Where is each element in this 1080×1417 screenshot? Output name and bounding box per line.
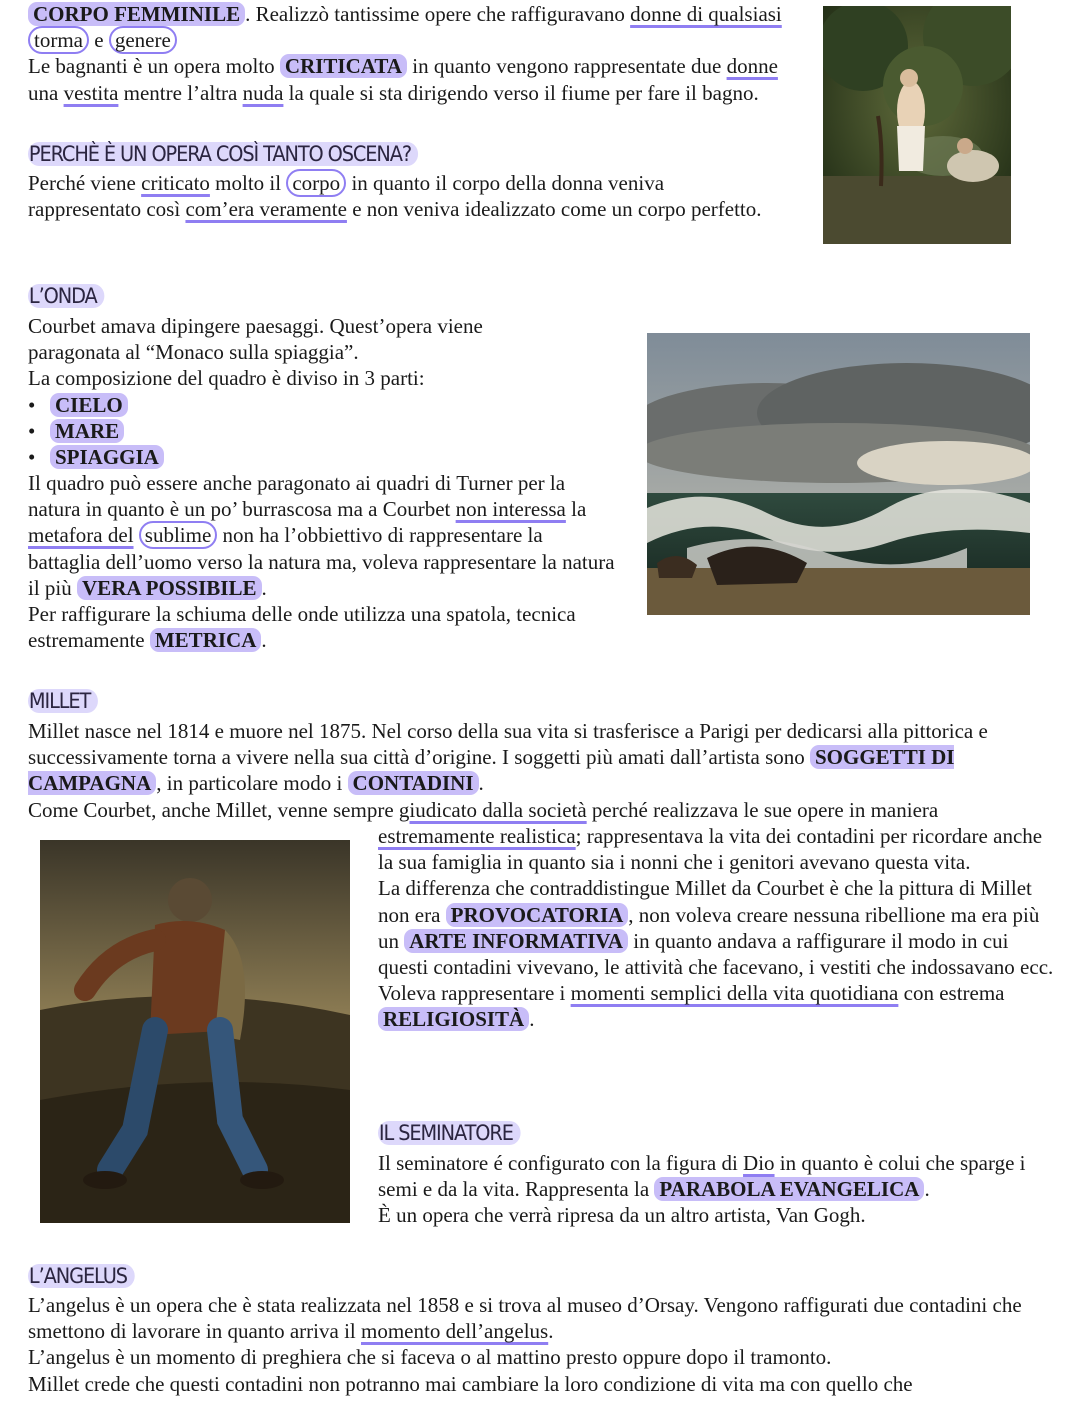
keyword-highlight: ARTE INFORMATIVA — [404, 929, 628, 953]
keyword-highlight: RELIGIOSITÀ — [378, 1007, 529, 1031]
underlined-text: momenti semplici della vita quotidiana — [570, 981, 899, 1006]
underlined-text: non interessa — [455, 497, 566, 522]
underlined-text: metafora del — [28, 523, 134, 548]
underlined-text: nuda — [242, 80, 284, 105]
paragraph: Millet crede che questi contadini non potranno mai cambiare la loro condizione di vita ma con quello che — [28, 1371, 913, 1396]
keyword-highlight: SOGGETTI DI CAMPAGNA — [28, 745, 955, 796]
paragraph: L’angelus è un momento di preghiera che si faceva o al mattino presto oppure dopo il tramonto. — [28, 1345, 832, 1370]
list-item: • SPIAGGIA — [28, 444, 548, 470]
bagnanti-text — [28, 1, 798, 106]
seminatore-painting — [40, 840, 350, 1223]
heading-millet: MILLET — [28, 688, 98, 714]
millet-intro — [28, 718, 1058, 823]
parts-list — [28, 392, 548, 471]
angelus-text — [28, 1292, 1058, 1397]
paragraph: Il quadro può essere anche paragonato ai quadri di Turner per la natura in quanto è un po’ burrascosa ma a Courbet non interessa la metafora del sublime non ha l’obbiettivo di rappresentare la battaglia dell’uomo verso la natura ma, voleva rappresentare la natura il più VERA POSSIBILE . — [28, 471, 615, 600]
underlined-text: donne di qualsiasi — [630, 2, 782, 26]
bagnanti-painting — [823, 6, 1011, 244]
paragraph: Per raffigurare la schiuma delle onde utilizza una spatola, tecnica estremamente METRICA . — [28, 602, 576, 653]
paragraph: CORPO FEMMINILE . Realizzò tantissime opere che raffiguravano donne di qualsiasi torma e genere — [28, 1, 798, 53]
millet-text — [378, 823, 1058, 1033]
onda-text-body — [28, 470, 620, 653]
circled-word: corpo — [286, 169, 346, 197]
seminatore-painting-art — [40, 840, 350, 1223]
list-item: • CIELO — [28, 392, 548, 418]
circled-word: genere — [109, 26, 177, 54]
paragraph: Come Courbet, anche Millet, venne sempre giudicato dalla società perché realizzava le sue opere in maniera — [28, 797, 939, 822]
list-item: • MARE — [28, 418, 548, 444]
keyword-highlight: VERA POSSIBILE — [77, 576, 261, 600]
underlined-text: vestita — [63, 80, 119, 105]
circled-word: sublime — [139, 521, 218, 549]
underlined-text: estremamente realistica — [378, 824, 576, 848]
heading-angelus: L’ANGELUS — [28, 1263, 134, 1289]
heading-onda: L’ONDA — [28, 283, 104, 309]
keyword-highlight: METRICA — [150, 628, 262, 652]
underlined-text: momento dell’angelus — [361, 1319, 549, 1344]
onda-text-top — [28, 313, 548, 470]
heading-seminatore: IL SEMINATORE — [378, 1120, 520, 1146]
underlined-text: criticato — [141, 171, 210, 195]
keyword-highlight: PROVOCATORIA — [446, 903, 629, 927]
paragraph: Perché viene criticato molto il corpo in quanto il corpo della donna veniva rappresentato così com’era veramente e non veniva idealizzato come un corpo perfetto. — [28, 171, 762, 222]
circled-word: torma — [28, 26, 89, 54]
underlined-text: donne — [726, 54, 778, 79]
paragraph: È un opera che verrà ripresa da un altro artista, Van Gogh. — [378, 1203, 866, 1228]
seminatore-text — [378, 1150, 1058, 1229]
paragraph: estremamente realistica; rappresentava la vita dei contadini per ricordare anche la sua famiglia in quanto sia i nonni che i genitori avevano questa vita. — [378, 824, 1043, 875]
keyword-highlight: CRITICATA — [280, 54, 407, 78]
paragraph: Millet nasce nel 1814 e muore nel 1875. Nel corso della sua vita si trasferisce a Parigi per dedicarsi alla pittorica e successivamente torna a vivere nella sua città d’origine. I soggetti più amati dall’artista sono SOGGETTI DI CAMPAGNA , in particolare modo i CONTADINI . — [28, 719, 988, 796]
paragraph: Courbet amava dipingere paesaggi. Quest’opera viene paragonata al “Monaco sulla spiaggia”. — [28, 314, 483, 365]
underlined-text: Dio — [743, 1151, 775, 1175]
paragraph: Le bagnanti è un opera molto CRITICATA in quanto vengono rappresentate due donne una vestita mentre l’altra nuda la quale si sta dirigendo verso il fiume per fare il bagno. — [28, 54, 778, 105]
underlined-text: giudicato dalla società — [398, 797, 587, 822]
paragraph: L’angelus è un opera che è stata realizzata nel 1858 e si trova al museo d’Orsay. Vengono raffigurati due contadini che smettono di lavorare in quanto arriva il momento dell’angelus. — [28, 1293, 1022, 1344]
paragraph: La differenza che contraddistingue Millet da Courbet è che la pittura di Millet non era PROVOCATORIA , non voleva creare nessuna ribellione ma era più un ARTE INFORMATIVA in quanto andava a raffigurare il modo in cui questi contadini vivevano, le attività che facevano, i vestiti che indossavano ecc. — [378, 876, 1054, 980]
onda-painting — [647, 333, 1030, 615]
keyword-highlight: PARABOLA EVANGELICA — [654, 1177, 924, 1201]
heading-oscena: PERCHÈ È UN OPERA COSÌ TANTO OSCENA? — [28, 141, 418, 167]
paragraph: La composizione del quadro è diviso in 3 parti: — [28, 366, 425, 391]
onda-painting-art — [647, 333, 1030, 615]
underlined-text: com’era veramente — [185, 197, 347, 222]
paragraph: Voleva rappresentare i momenti semplici della vita quotidiana con estrema RELIGIOSITÀ . — [378, 981, 1005, 1032]
keyword-highlight: CONTADINI — [348, 771, 479, 795]
bagnanti-painting-art — [823, 6, 1011, 244]
keyword-highlight: CORPO FEMMINILE — [28, 2, 245, 26]
oscena-text — [28, 170, 768, 222]
paragraph: Il seminatore é configurato con la figura di Dio in quanto è colui che sparge i semi e da la vita. Rappresenta la PARABOLA EVANGELICA . — [378, 1151, 1026, 1202]
